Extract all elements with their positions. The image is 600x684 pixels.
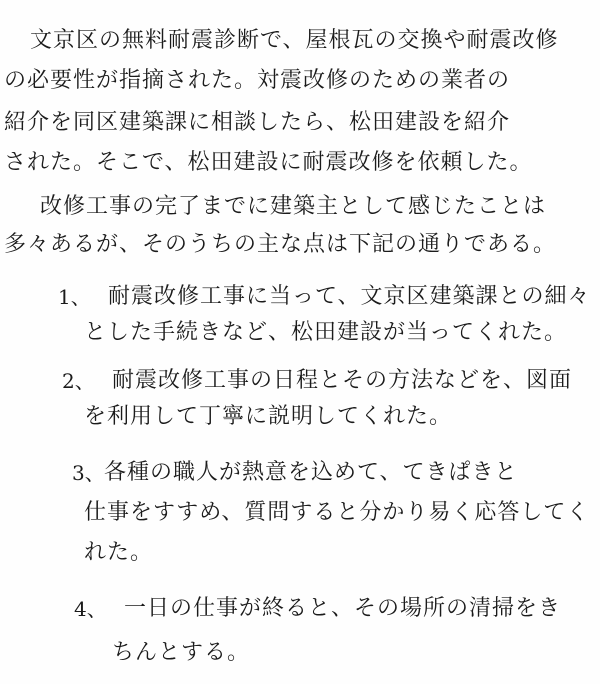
item-2-number: 2、 (62, 369, 95, 393)
item-2-line-1: 耐震改修工事の日程とその方法などを、図面 (112, 368, 573, 393)
item-4-line-2: ちんとする。 (112, 640, 251, 665)
item-2-line-2: を利用して丁寧に説明してくれた。 (84, 404, 453, 429)
item-1-number: 1、 (58, 285, 91, 309)
intro-line-1: 文京区の無料耐震診断で、屋根瓦の交換や耐震改修 (30, 28, 559, 53)
item-4-number: 4、 (74, 597, 107, 621)
item-4-line-1: 一日の仕事が終ると、その場所の清掃をき (124, 596, 562, 621)
item-3-line-2: 仕事をすすめ、質問すると分かり易く応答してく (84, 500, 590, 525)
summary-line-2: 多々あるが、そのうちの主な点は下記の通りである。 (4, 232, 557, 257)
intro-line-2: の必要性が指摘された。対震改修のための業者の (4, 68, 511, 93)
summary-line-1: 改修工事の完了までに建築主として感じたことは (40, 194, 547, 219)
item-3-number: 3、 (72, 461, 105, 485)
intro-line-4: された。そこで、松田建設に耐震改修を依頼した。 (4, 150, 533, 175)
item-3-line-3: れた。 (84, 540, 154, 565)
item-1-line-2: とした手続きなど、松田建設が当ってくれた。 (84, 320, 568, 345)
intro-line-3: 紹介を同区建築課に相談したら、松田建設を紹介 (4, 110, 511, 135)
item-1-line-1: 耐震改修工事に当って、文京区建築課との細々 (108, 284, 591, 309)
item-3-line-1: 各種の職人が熱意を込めて、てきぱきと (104, 460, 518, 485)
